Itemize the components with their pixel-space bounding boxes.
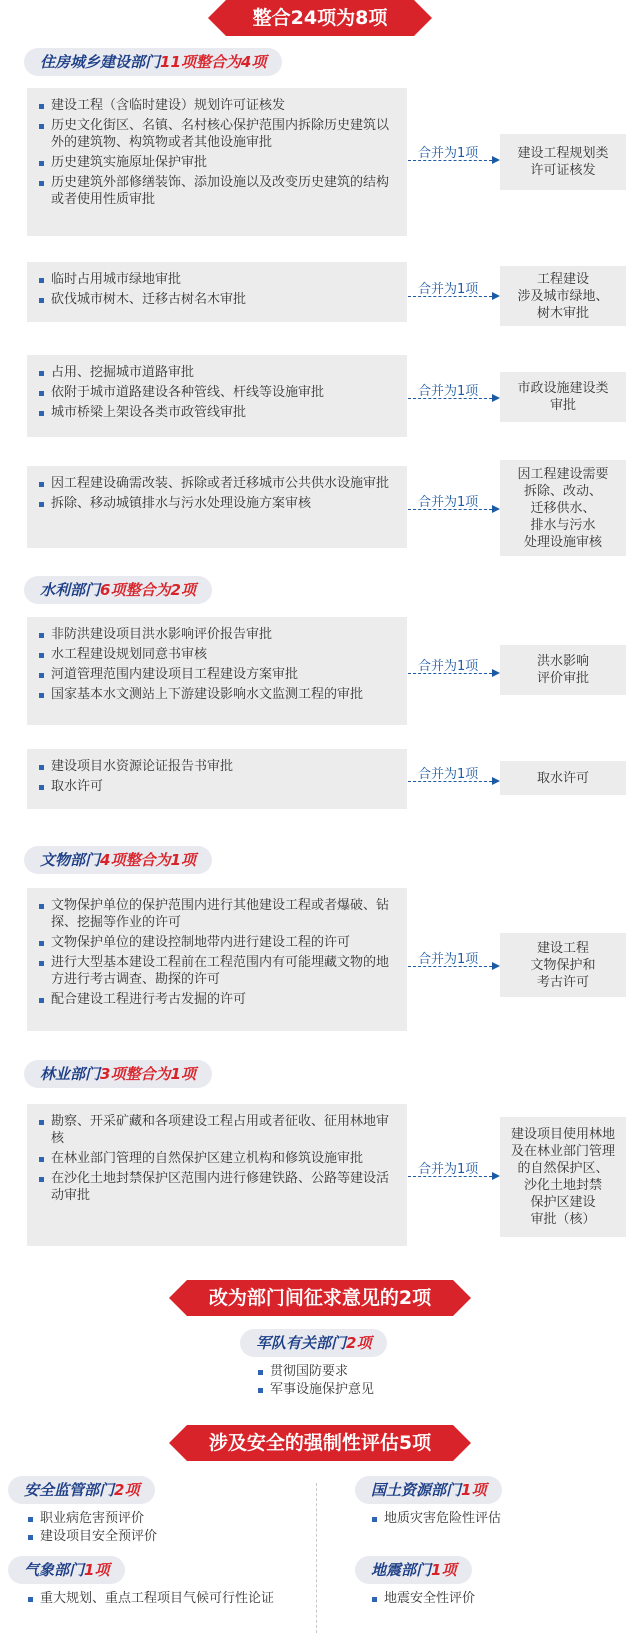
- list-item: 建设项目安全预评价: [26, 1528, 157, 1546]
- banner-text: 整合24项为8项: [252, 7, 388, 29]
- banner-integrate: [226, 0, 414, 36]
- housing-group-1: [27, 88, 407, 236]
- dept-count: 2项: [114, 1481, 140, 1499]
- merge-label: 合并为1项: [418, 767, 479, 782]
- list-item: 职业病危害预评价: [26, 1510, 157, 1528]
- quake-list: [370, 1590, 475, 1608]
- dept-name: 气象部门: [24, 1561, 85, 1579]
- list-item: 河道管理范围内建设项目工程建设方案审批: [37, 666, 397, 683]
- dept-name: 地震部门: [371, 1561, 432, 1579]
- list-item: 依附于城市道路建设各种管线、杆线等设施审批: [37, 384, 397, 401]
- merge-label: 合并为1项: [418, 1162, 479, 1177]
- merge-label: 合并为1项: [418, 146, 479, 161]
- list-item: 在林业部门管理的自然保护区建立机构和修筑设施审批: [37, 1150, 397, 1167]
- forestry-group-1: [27, 1104, 407, 1246]
- list-item: 历史建筑外部修缮装饰、添加设施以及改变历史建筑的结构或者使用性质审批: [37, 174, 397, 208]
- section-title-housing: [24, 48, 282, 76]
- housing-group-3: [27, 355, 407, 437]
- list-item: 建设工程（含临时建设）规划许可证核发: [37, 97, 397, 114]
- list-item: 城市桥梁上架设各类市政管线审批: [37, 404, 397, 421]
- merge-arrow: [408, 950, 500, 970]
- section-title-relics: [24, 846, 212, 874]
- arrow-head-icon: [492, 156, 500, 164]
- merge-label: 合并为1项: [418, 952, 479, 967]
- section-title-safety: [8, 1476, 155, 1504]
- list-item: 地震安全性评价: [370, 1590, 475, 1608]
- merge-arrow: [408, 493, 500, 513]
- dept-count: 4项整合为1项: [100, 851, 196, 869]
- dept-count: 1项: [431, 1561, 457, 1579]
- list-item: 取水许可: [37, 778, 397, 795]
- land-list: [370, 1510, 501, 1528]
- list-item: 占用、挖掘城市道路审批: [37, 364, 397, 381]
- housing-group-4: [27, 466, 407, 548]
- banner-safety: [187, 1425, 453, 1461]
- list-item: 地质灾害危险性评估: [370, 1510, 501, 1528]
- list-item: 非防洪建设项目洪水影响评价报告审批: [37, 626, 397, 643]
- dept-count: 1项: [461, 1481, 487, 1499]
- dept-name: 文物部门: [40, 851, 101, 869]
- forestry-result-1: 建设项目使用林地 及在林业部门管理 的自然保护区、 沙化土地封禁 保护区建设 审批（核）: [500, 1117, 626, 1237]
- list-item: 文物保护单位的保护范围内进行其他建设工程或者爆破、钻探、挖掘等作业的许可: [37, 897, 397, 931]
- relics-result-1: 建设工程 文物保护和 考古许可: [500, 933, 626, 997]
- dept-count: 6项整合为2项: [100, 581, 196, 599]
- arrow-head-icon: [492, 505, 500, 513]
- list-item: 贯彻国防要求: [256, 1363, 374, 1381]
- list-item: 拆除、移动城镇排水与污水处理设施方案审核: [37, 495, 397, 512]
- arrow-head-icon: [492, 962, 500, 970]
- housing-result-1: 建设工程规划类 许可证核发: [500, 134, 626, 190]
- section-title-forestry: [24, 1060, 212, 1088]
- water-result-2: 取水许可: [500, 761, 626, 795]
- section-title-military: [240, 1329, 387, 1357]
- dept-name: 水利部门: [40, 581, 101, 599]
- list-item: 进行大型基本建设工程前在工程范围内有可能埋藏文物的地方进行考古调查、勘探的许可: [37, 954, 397, 988]
- list-item: 重大规划、重点工程项目气候可行性论证: [26, 1590, 274, 1608]
- housing-result-3: 市政设施建设类 审批: [500, 372, 626, 422]
- merge-arrow: [408, 144, 500, 164]
- relics-group-1: [27, 888, 407, 1031]
- dept-count: 3项整合为1项: [100, 1065, 196, 1083]
- merge-arrow: [408, 765, 500, 785]
- dept-count: 2项: [346, 1334, 372, 1352]
- list-item: 水工程建设规划同意书审核: [37, 646, 397, 663]
- arrow-head-icon: [492, 777, 500, 785]
- housing-group-2: [27, 262, 407, 322]
- dept-count: 11项整合为4项: [160, 53, 267, 71]
- section-title-land: [355, 1476, 502, 1504]
- merge-arrow: [408, 382, 500, 402]
- safety-list: [26, 1510, 157, 1546]
- banner-consult: [187, 1280, 453, 1316]
- section-title-water: [24, 576, 212, 604]
- dept-count: 1项: [84, 1561, 110, 1579]
- dept-name: 林业部门: [40, 1065, 101, 1083]
- list-item: 历史文化街区、名镇、名村核心保护范围内拆除历史建筑以外的建筑物、构筑物或者其他设施审批: [37, 117, 397, 151]
- list-item: 军事设施保护意见: [256, 1381, 374, 1399]
- list-item: 建设项目水资源论证报告书审批: [37, 758, 397, 775]
- merge-label: 合并为1项: [418, 282, 479, 297]
- merge-arrow: [408, 1160, 500, 1180]
- column-divider: [316, 1483, 317, 1633]
- water-result-1: 洪水影响 评价审批: [500, 645, 626, 695]
- arrow-head-icon: [492, 394, 500, 402]
- section-title-weather: [8, 1556, 125, 1584]
- merge-label: 合并为1项: [418, 495, 479, 510]
- banner-text: 涉及安全的强制性评估5项: [208, 1432, 432, 1454]
- dept-name: 军队有关部门: [256, 1334, 347, 1352]
- weather-list: [26, 1590, 274, 1608]
- arrow-head-icon: [492, 292, 500, 300]
- list-item: 因工程建设确需改装、拆除或者迁移城市公共供水设施审批: [37, 475, 397, 492]
- merge-arrow: [408, 280, 500, 300]
- banner-text: 改为部门间征求意见的2项: [208, 1287, 432, 1309]
- section-title-quake: [355, 1556, 472, 1584]
- list-item: 历史建筑实施原址保护审批: [37, 154, 397, 171]
- list-item: 文物保护单位的建设控制地带内进行建设工程的许可: [37, 934, 397, 951]
- list-item: 临时占用城市绿地审批: [37, 271, 397, 288]
- list-item: 在沙化土地封禁保护区范围内进行修建铁路、公路等建设活动审批: [37, 1170, 397, 1204]
- arrow-head-icon: [492, 669, 500, 677]
- water-group-1: [27, 617, 407, 725]
- list-item: 国家基本水文测站上下游建设影响水文监测工程的审批: [37, 686, 397, 703]
- list-item: 配合建设工程进行考古发掘的许可: [37, 991, 397, 1008]
- merge-label: 合并为1项: [418, 659, 479, 674]
- water-group-2: [27, 749, 407, 809]
- merge-arrow: [408, 657, 500, 677]
- housing-result-2: 工程建设 涉及城市绿地、 树木审批: [500, 266, 626, 326]
- dept-name: 国土资源部门: [371, 1481, 462, 1499]
- military-list: [256, 1363, 374, 1399]
- arrow-head-icon: [492, 1172, 500, 1180]
- dept-name: 住房城乡建设部门: [40, 53, 161, 71]
- housing-result-4: 因工程建设需要 拆除、改动、 迁移供水、 排水与污水 处理设施审核: [500, 460, 626, 556]
- list-item: 砍伐城市树木、迁移古树名木审批: [37, 291, 397, 308]
- dept-name: 安全监管部门: [24, 1481, 115, 1499]
- merge-label: 合并为1项: [418, 384, 479, 399]
- list-item: 勘察、开采矿藏和各项建设工程占用或者征收、征用林地审核: [37, 1113, 397, 1147]
